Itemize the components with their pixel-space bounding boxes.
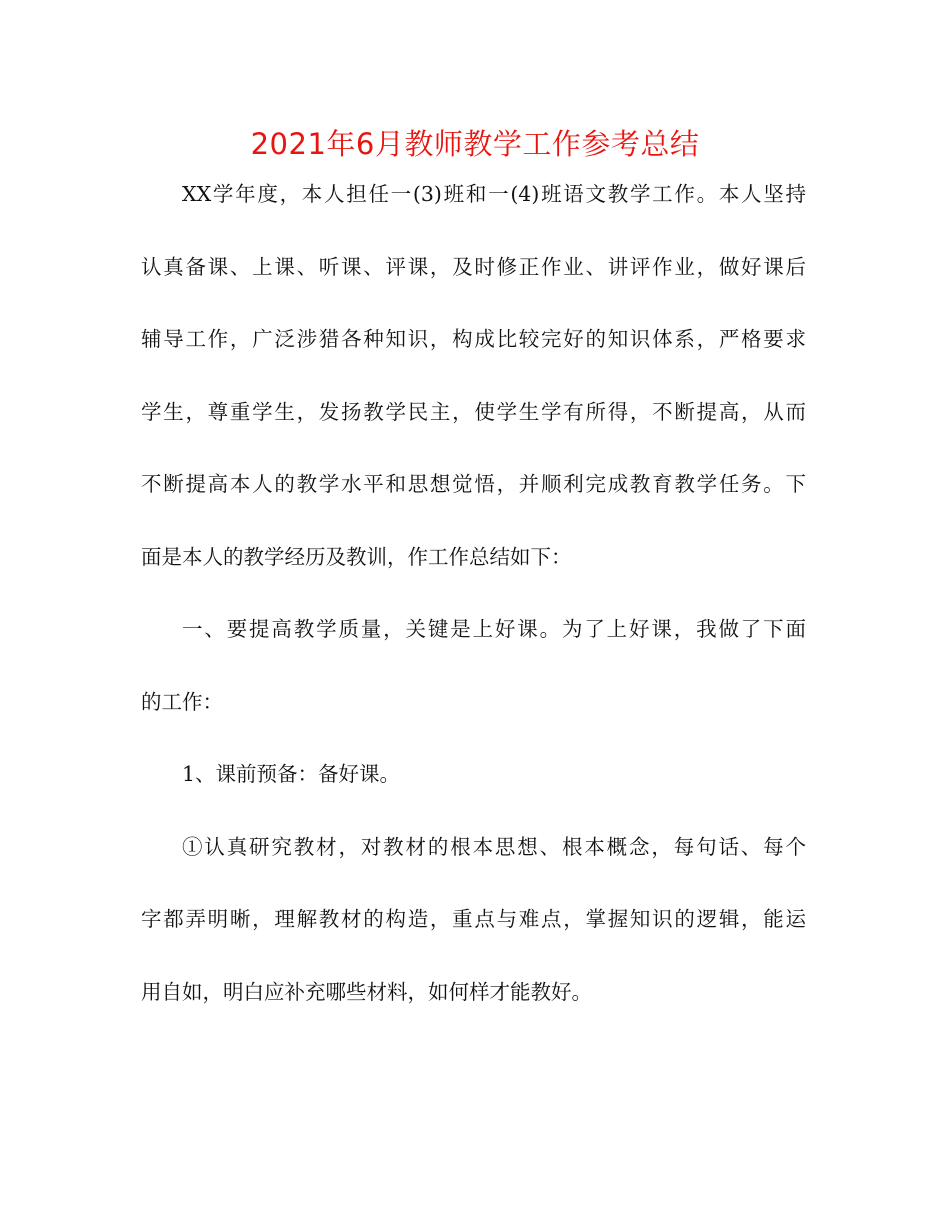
paragraph-line: XX学年度，本人担任一(3)班和一(4)班语文教学工作。本人坚持 [182, 182, 806, 206]
paragraph-line: 1、课前预备：备好课。 [182, 762, 401, 786]
paragraph-line: 的工作： [141, 689, 223, 714]
document-title: 2021年6月教师教学工作参考总结 [250, 127, 700, 161]
paragraph-line: 不断提高本人的教学水平和思想觉悟，并顺利完成教育教学任务。下 [141, 472, 806, 496]
paragraph-line: 认真备课、上课、听课、评课，及时修正作业、讲评作业，做好课后 [141, 254, 806, 279]
paragraph-line: 字都弄明晰，理解教材的构造，重点与难点，掌握知识的逻辑，能运 [141, 907, 806, 931]
paragraph-line: 辅导工作，广泛涉猎各种知识，构成比较完好的知识体系，严格要求 [141, 327, 806, 351]
paragraph-line: 学生，尊重学生，发扬教学民主，使学生学有所得，不断提高，从而 [141, 399, 806, 424]
paragraph-line: 用自如，明白应补充哪些材料，如何样才能教好。 [141, 979, 592, 1004]
document-body [141, 172, 806, 1042]
paragraph-line: ①认真研究教材，对教材的根本思想、根本概念，每句话、每个 [182, 834, 806, 859]
paragraph-line: 面是本人的教学经历及教训，作工作总结如下： [141, 544, 572, 569]
paragraph-line: 一、要提高教学质量，关键是上好课。为了上好课，我做了下面 [182, 617, 806, 641]
